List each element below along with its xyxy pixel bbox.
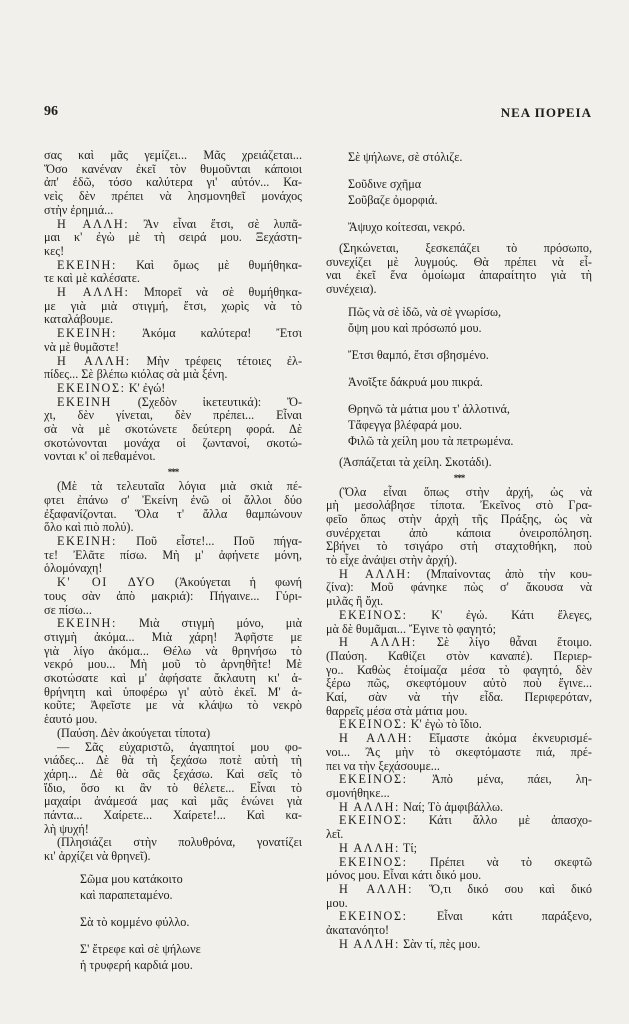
line-text: νὰ μὲ θυμᾶστε! — [44, 339, 120, 354]
line-text: ζίνα): Μοῦ φάνηκε πὼς σ' ἄκουσα νὰ — [326, 580, 592, 595]
speech — [326, 801, 592, 815]
line-text: τε! Ἐλᾶτε πίσω. Μὴ μ' ἀφήνετε μόνη, — [44, 547, 302, 562]
text-line — [326, 513, 592, 527]
line-text: μαι κ' ἐγὼ μὲ τὴ σειρά μου. Ξεχάστη- — [44, 230, 302, 245]
text-line — [44, 409, 302, 423]
line-text: Ποῦ εἶστε!... Ποῦ πήγα- — [136, 533, 303, 548]
line-text: φτει ἐπάνω σ' Ἐκείνη ἐνῶ οἱ ἄλλοι δύο — [44, 492, 302, 507]
speech — [326, 938, 592, 952]
verse-stanza — [348, 219, 592, 235]
speech — [44, 259, 302, 286]
line-text: κι' ἀρχίζει νὰ θρηνεῖ). — [44, 849, 151, 864]
speech — [326, 773, 592, 800]
verse-stanza — [80, 941, 302, 973]
speech — [326, 883, 592, 910]
line-text: σας καὶ μᾶς γεμίζει... Μᾶς χρειάζεται... — [44, 148, 302, 162]
text-line — [44, 149, 302, 163]
line-text: ἴδιο, ὅσο κι ἂν τὸ θέλετε... Εἶναι τὸ — [44, 780, 302, 795]
line-text: συνεχίζει μὲ λυγμούς. Θὰ πρέπει νὰ εἶ- — [326, 254, 592, 269]
speech — [326, 732, 592, 773]
verse-stanza — [348, 401, 592, 449]
verse-stanza — [348, 347, 592, 363]
text-line — [44, 313, 302, 327]
speaker-name: Η ΑΛΛΗ: — [339, 566, 412, 581]
line-text: χι, δὲν γίνεται, δὲν πρέπει... Εἶναι — [44, 408, 302, 423]
line-text: λὴ ψυχή! — [44, 821, 89, 836]
verse-block — [326, 304, 592, 449]
text-line — [326, 283, 592, 297]
text-line — [326, 595, 592, 609]
text-line — [44, 535, 302, 549]
speech — [326, 609, 592, 636]
stage-direction — [44, 727, 302, 741]
text-line — [44, 163, 302, 177]
line-text: θρήνητη καὶ ὑποφέρω γι' αὐτὸ ἐκεῖ. Μ' ἀ- — [44, 684, 302, 699]
line-text: σὰ νὰ μὲ σκοτώνετε δεύτερη φορά. Δὲ — [44, 422, 302, 437]
line-text: τὸ εἶχε ἀνάψει στὴν ἀρχή). — [326, 553, 458, 568]
text-line — [44, 741, 302, 755]
line-text: ἀκατανόητο! — [326, 923, 390, 938]
text-line — [326, 938, 592, 952]
text-line — [44, 823, 302, 837]
speech — [326, 636, 592, 718]
line-text: θαρρεῖς μέσα στὰ μάτια μου. — [326, 703, 468, 718]
right-column — [326, 149, 592, 951]
speech — [326, 856, 592, 883]
verse-line: καὶ παραπεταμένο. — [80, 887, 173, 902]
speaker-name: ΕΚΕΙΝΟΣ: — [339, 772, 408, 787]
text-line — [326, 910, 592, 924]
text-line — [44, 368, 302, 382]
text-line — [44, 809, 302, 823]
speaker-name: Η ΑΛΛΗ: — [339, 936, 401, 951]
line-text: γιὰ λίγο ἀκόμα... Θέλω νὰ θρηνήσω τὸ — [44, 643, 302, 658]
line-text: ὅλο καὶ πιὸ πολύ). — [44, 520, 134, 535]
line-text: Μπορεῖ νὰ σὲ θυμήθηκα- — [143, 285, 302, 300]
text-line — [44, 713, 302, 727]
speech — [44, 382, 302, 396]
line-text: Ἀκόμα καλύτερα! Ἔτσι — [141, 326, 302, 341]
verse-line: Σοῦβαζε ὀμορφιά. — [348, 193, 438, 207]
text-line — [44, 754, 302, 768]
text-line — [326, 540, 592, 554]
text-line — [44, 423, 302, 437]
line-text: λεῖ. — [326, 827, 344, 842]
text-line — [326, 842, 592, 856]
verse-stanza — [348, 149, 592, 165]
stage-direction — [326, 486, 592, 568]
line-text: Κ' ἐγώ! — [128, 380, 166, 395]
text-line — [326, 814, 592, 828]
line-text: γο.. Καθὼς ἑτοίμαζα μέσα τὸ φαγητό, δὲν — [326, 662, 592, 677]
line-text: πίδες... Σὲ βλέπω κιόλας σὰ μιὰ ξένη. — [44, 367, 228, 382]
stage-direction — [326, 456, 592, 470]
text-line — [326, 705, 592, 719]
text-line — [326, 568, 592, 582]
speech — [326, 814, 592, 841]
line-text: Ὅσο κανέναν ἐκεῖ τὸν θυμοῦνται κάποιοι — [44, 161, 302, 176]
line-text: Κ' ἐγώ. Κάτι ἔλεγες, — [431, 607, 592, 622]
speaker-name: ΕΚΕΙΝΟΣ: — [57, 380, 126, 395]
line-text: (Πλησιάζει στὴν πολυθρόνα, γονατίζει — [57, 835, 302, 850]
line-text: Μὴν τρέφεις τέτοιες ἐλ- — [146, 353, 303, 368]
stage-direction — [44, 480, 302, 535]
line-text: Κ' ἐγὼ τὸ ἴδιο. — [410, 717, 482, 732]
line-text: τε καὶ μὲ καλέσατε. — [44, 271, 140, 286]
text-line — [44, 631, 302, 645]
speaker-name: ΕΚΕΙΝΟΣ: — [339, 813, 408, 828]
text-line — [326, 801, 592, 815]
speaker-name: Η ΑΛΛΗ: — [57, 216, 130, 231]
line-text: πάντα... Χαίρετε... Χαίρετε!... Καὶ κα- — [44, 808, 302, 823]
section-separator: *** — [453, 472, 465, 483]
verse-stanza — [348, 176, 592, 208]
line-text: (Παύση. Καθίζει στὸν καναπέ). Περιερ- — [326, 648, 592, 663]
text-line — [326, 787, 592, 801]
line-text: νονται κ' οἱ πεθαμένοι. — [44, 449, 156, 464]
line-text: Μιὰ στιγμὴ μόνο, μιὰ — [138, 616, 302, 631]
line-text: (Ἀκούγεται ἡ φωνή — [174, 575, 302, 590]
line-text: τους σὰν ἀπὸ μακριά): Πήγαινε... Γύρι- — [44, 588, 302, 603]
text-line — [326, 773, 592, 787]
line-text: μιλᾶς ἢ ὄχι. — [326, 594, 384, 609]
speaker-name: ΕΚΕΙΝΟΣ: — [339, 607, 408, 622]
text-line — [44, 768, 302, 782]
speaker-name: Η ΑΛΛΗ: — [339, 840, 401, 855]
text-line — [44, 286, 302, 300]
line-text: Πρέπει νὰ τὸ σκεφτῶ — [429, 854, 592, 869]
journal-title: ΝΕΑ ΠΟΡΕΙΑ — [500, 105, 592, 120]
line-text: Σβήνει τὸ τσιγάρο στὴ σταχτοθήκη, ποὺ — [326, 539, 592, 554]
verse-line: Σοῦδινε σχῆμα — [348, 177, 422, 191]
text-line — [44, 245, 302, 259]
speaker-name: ΕΚΕΙΝΟΣ: — [339, 854, 408, 869]
verse-stanza — [80, 914, 302, 930]
text-line — [44, 396, 302, 410]
line-text: μόνος μου. Εἶναι κάτι δικό μου. — [326, 868, 482, 883]
line-text: κοῦτε; Ἀφεῖστε με νὰ κλάψω τὸ νεκρὸ — [44, 698, 302, 713]
section-separator: *** — [167, 467, 179, 478]
verse-line: Ἀνοῖξτε δάκρυά μου πικρά. — [348, 374, 483, 389]
text-line — [44, 782, 302, 796]
text-line — [326, 828, 592, 842]
speaker-name: Η ΑΛΛΗ: — [57, 353, 131, 368]
line-text: Σὲ λίγο θἆναι ἕτοιμο. — [436, 635, 593, 650]
line-text: σμονήθηκε... — [326, 785, 390, 800]
text-line — [326, 269, 592, 283]
text-line — [44, 327, 302, 341]
text-line — [44, 355, 302, 369]
text-line — [44, 795, 302, 809]
speech — [44, 327, 302, 354]
line-text: κες! — [44, 243, 65, 258]
line-text: νεκρό μου... Μὴ μοῦ τὸ ἀρνηθῆτε! Μὲ — [44, 657, 302, 672]
text-line — [44, 658, 302, 672]
line-text: ὁλομόναχη! — [44, 561, 103, 576]
speech — [44, 355, 302, 382]
left-column — [44, 149, 302, 980]
speech — [44, 286, 302, 327]
line-text: Ναί; Τὸ ἀμφιβάλλω. — [403, 799, 504, 814]
verse-line: Τἄφεγγα βλέφαρά μου. — [348, 417, 463, 432]
text-line — [326, 677, 592, 691]
text-line — [326, 527, 592, 541]
speaker-name: Η ΑΛΛΗ: — [339, 881, 414, 896]
line-text: συνέρχεται ἀπὸ κάποια ὀνειροπόληση. — [326, 525, 592, 540]
verse-stanza — [348, 374, 592, 390]
line-text: ναι ἐκεῖ ἕνα ὁμοίωμα ἀπαραίτητο γιὰ τὴ — [326, 268, 592, 283]
text-line — [44, 450, 302, 464]
stage-direction — [44, 836, 302, 863]
line-text: (Ἀσπάζεται τὰ χείλη. Σκοτάδι). — [339, 454, 492, 469]
speech — [44, 617, 302, 727]
line-text: (Παύση. Δὲν ἀκούγεται τίποτα) — [57, 725, 211, 740]
text-line — [44, 437, 302, 451]
speaker-name: ΕΚΕΙΝΟΣ: — [339, 717, 408, 732]
verse-line: Πῶς νὰ σὲ ἰδῶ, νὰ σὲ γνωρίσω, — [348, 304, 502, 319]
text-line — [326, 732, 592, 746]
speaker-name: ΕΚΕΙΝΗ: — [57, 257, 117, 272]
text-line — [326, 691, 592, 705]
speech — [326, 910, 592, 937]
verse-line: Σὲ ψήλωνε, σὲ στόλιζε. — [348, 150, 463, 164]
verse-line: Φιλῶ τὰ χείλη μου τὰ πετρωμένα. — [348, 433, 514, 448]
line-text: (Σηκώνεται, ξεσκεπάζει τὸ πρόσωπο, — [339, 241, 592, 255]
text-line — [326, 869, 592, 883]
text-line — [326, 499, 592, 513]
line-text: σκοτώσατε καὶ μ' ἀφήσατε ἄκλαυτη κι' ἀ- — [44, 671, 302, 686]
line-text: πει να τὴν ξεχάσουμε... — [326, 758, 440, 773]
line-text: Σὰν τί, πὲς μου. — [403, 936, 481, 951]
line-text: ἀπ' ἐδῶ, τόσο καλύτερα γι' αὐτόν... Κα- — [44, 175, 302, 190]
line-text: νιάδες... Δὲ θὰ τὴ ξεχάσω ποτὲ αὐτὴ τὴ — [44, 753, 302, 768]
text-line — [326, 242, 592, 256]
stage-direction — [326, 242, 592, 297]
line-text: Ἀπὸ μένα, πάει, λη- — [431, 772, 592, 787]
line-text: στὴν ἐρημιά... — [44, 202, 114, 217]
text-line — [44, 218, 302, 232]
line-text: νεὶς δὲν πρέπει νὰ λησμονηθεῖ μονάχος — [44, 189, 302, 204]
text-line — [326, 623, 592, 637]
line-text: (Σχεδὸν ἱκετευτικά): Ὄ- — [137, 394, 302, 409]
text-line — [44, 576, 302, 590]
line-text: ξέρω πῶς, σκεφτόμουν αὐτὸ ποὺ ἔγινε... — [326, 676, 592, 691]
text-line — [44, 231, 302, 245]
line-text: ἑαυτό μου. — [44, 712, 98, 727]
line-text: Ἂν εἶναι ἔτσι, σὲ λυπᾶ- — [143, 216, 302, 231]
continued-text — [44, 149, 302, 218]
speaker-name: Η ΑΛΛΗ: — [339, 731, 413, 746]
text-line — [326, 746, 592, 760]
line-text: μου. — [326, 895, 348, 910]
text-line — [44, 480, 302, 494]
verse-line: Θρηνῶ τὰ μάτια μου τ' ἀλλοτινά, — [348, 401, 510, 416]
line-text: Καὶ ὅμως μὲ θυμήθηκα- — [136, 257, 302, 272]
text-line — [326, 636, 592, 650]
text-line — [44, 686, 302, 700]
text-line — [44, 617, 302, 631]
line-text: Ὅ,τι δικό σου καὶ δικό — [429, 881, 593, 896]
line-text: φεῖο ὅπως στὴν ἀρχὴ τῆς Πράξης, ὡς νὰ — [326, 511, 592, 526]
line-text: χάρη... Δὲ θὰ σᾶς ξεχάσω. Καὶ σεῖς τὸ — [44, 766, 302, 781]
text-line — [326, 856, 592, 870]
text-line — [44, 645, 302, 659]
text-line — [326, 883, 592, 897]
text-line — [326, 650, 592, 664]
text-line — [44, 341, 302, 355]
text-line — [44, 204, 302, 218]
text-line — [44, 836, 302, 850]
text-line — [326, 718, 592, 732]
verse-line: Ἔτσι θαμπό, ἔτσι σβησμένο. — [348, 347, 489, 362]
text-line — [326, 897, 592, 911]
line-text: (Ὅλα εἶναι ὅπως στὴν ἀρχή, ὡς νὰ — [339, 484, 592, 499]
text-line — [44, 190, 302, 204]
verse-stanza — [348, 304, 592, 336]
line-text: στιγμὴ ἀκόμα... Μιὰ χάρη! Ἀφῆστε με — [44, 629, 302, 644]
speaker-name: Η ΑΛΛΗ: — [339, 799, 401, 814]
line-text: μὰ δὲ θυμᾶμαι... Ἔγινε τὸ φαγητό; — [326, 621, 497, 636]
text-line — [44, 590, 302, 604]
line-text: Εἶναι κάτι παράξενο, — [436, 909, 592, 924]
text-line — [44, 259, 302, 273]
line-text: σε πίσω... — [44, 602, 92, 617]
text-line — [44, 562, 302, 576]
line-text: καταλάβουμε. — [44, 312, 114, 327]
text-line — [44, 521, 302, 535]
verse-line: ἡ τρυφερή καρδιά μου. — [80, 957, 193, 972]
text-line — [44, 300, 302, 314]
text-line — [44, 508, 302, 522]
text-line — [326, 456, 592, 470]
text-line — [326, 924, 592, 938]
speaker-name: Η ΑΛΛΗ: — [57, 285, 130, 300]
line-text: Καί, σὰν νὰ τὴν εἶδα. Περιφερόταν, — [326, 690, 592, 705]
text-line — [44, 382, 302, 396]
speech — [44, 576, 302, 617]
speaker-name: ΕΚΕΙΝΗ: — [57, 533, 117, 548]
text-line — [326, 486, 592, 500]
speech — [44, 218, 302, 259]
verse-block — [44, 871, 302, 973]
text-line — [326, 664, 592, 678]
text-line — [44, 850, 302, 864]
line-text: (Μὲ τὰ τελευταῖα λόγια μιὰ σκιὰ πέ- — [57, 479, 302, 494]
line-text: Τί; — [402, 840, 417, 855]
speech — [326, 568, 592, 609]
verse-block — [326, 149, 592, 235]
page-number: 96 — [44, 104, 58, 119]
text-line — [44, 727, 302, 741]
text-line — [44, 699, 302, 713]
verse-stanza — [80, 871, 302, 903]
line-text: μαχαίρι ἀνάμεσά μας καὶ μᾶς ἑνώνει γιὰ — [44, 794, 302, 809]
speaker-name: ΕΚΕΙΝΗ: — [57, 326, 117, 341]
text-line — [44, 672, 302, 686]
speaker-name: ΕΚΕΙΝΗ: — [57, 616, 117, 631]
text-line — [44, 176, 302, 190]
line-text: σκοτώνονται μονάχα οἱ ζωντανοί, σκοτώ- — [44, 435, 302, 450]
line-text: με γιὰ μιὰ στιγμή, ἔτσι, χωρὶς νὰ τὸ — [44, 298, 302, 313]
verse-line: Ἄψυχο κοίτεσαι, νεκρό. — [348, 220, 466, 234]
verse-line: Σ' ἔτρεφε καὶ σὲ ψήλωνε — [80, 941, 201, 956]
line-text: Εἴμαστε ἀκόμα ἐκνευρισμέ- — [428, 731, 592, 746]
speaker-name: ΕΚΕΙΝΟΣ: — [339, 909, 408, 924]
text-line — [326, 581, 592, 595]
text-line — [326, 256, 592, 270]
line-text: συνέχεια). — [326, 282, 377, 297]
text-line — [326, 609, 592, 623]
line-text: Κάτι ἄλλο μὲ ἀπασχο- — [428, 813, 593, 828]
speaker-name: Η ΑΛΛΗ: — [339, 635, 417, 650]
text-line — [44, 549, 302, 563]
line-text: μὴ μεσολάβησε τίποτα. Ἐκεῖνος στὸ Γρα- — [326, 498, 592, 513]
speech — [44, 535, 302, 576]
line-text: νοι... Ἂς μὴν τὸ σκεφτόμαστε πιά, πρέ- — [326, 744, 592, 759]
line-text: (Μπαίνοντας ἀπὸ τὴν κου- — [426, 566, 592, 581]
speech — [44, 396, 302, 465]
text-line — [44, 494, 302, 508]
stage-direction — [44, 741, 302, 837]
verse-line: ὄψη μου καὶ πρόσωπό μου. — [348, 320, 482, 335]
line-text: ἐξαφανίζονται. Ὅλα τ' ἄλλα θαμπώνουν — [44, 506, 302, 521]
speaker-name: ΕΚΕΙΝΗ — [57, 394, 112, 409]
verse-line: Σὰ τὸ κομμένο φύλλο. — [80, 914, 190, 929]
line-text: — Σᾶς εὐχαριστῶ, ἀγαπητοί μου φο- — [57, 739, 302, 754]
verse-line: Σῶμα μου κατάκοιτο — [80, 871, 183, 886]
text-line — [326, 554, 592, 568]
speech — [326, 718, 592, 732]
text-line — [44, 604, 302, 618]
speech — [326, 842, 592, 856]
text-line — [326, 760, 592, 774]
speaker-name: Κ' ΟΙ ΔΥΟ — [57, 575, 156, 590]
text-line — [44, 272, 302, 286]
